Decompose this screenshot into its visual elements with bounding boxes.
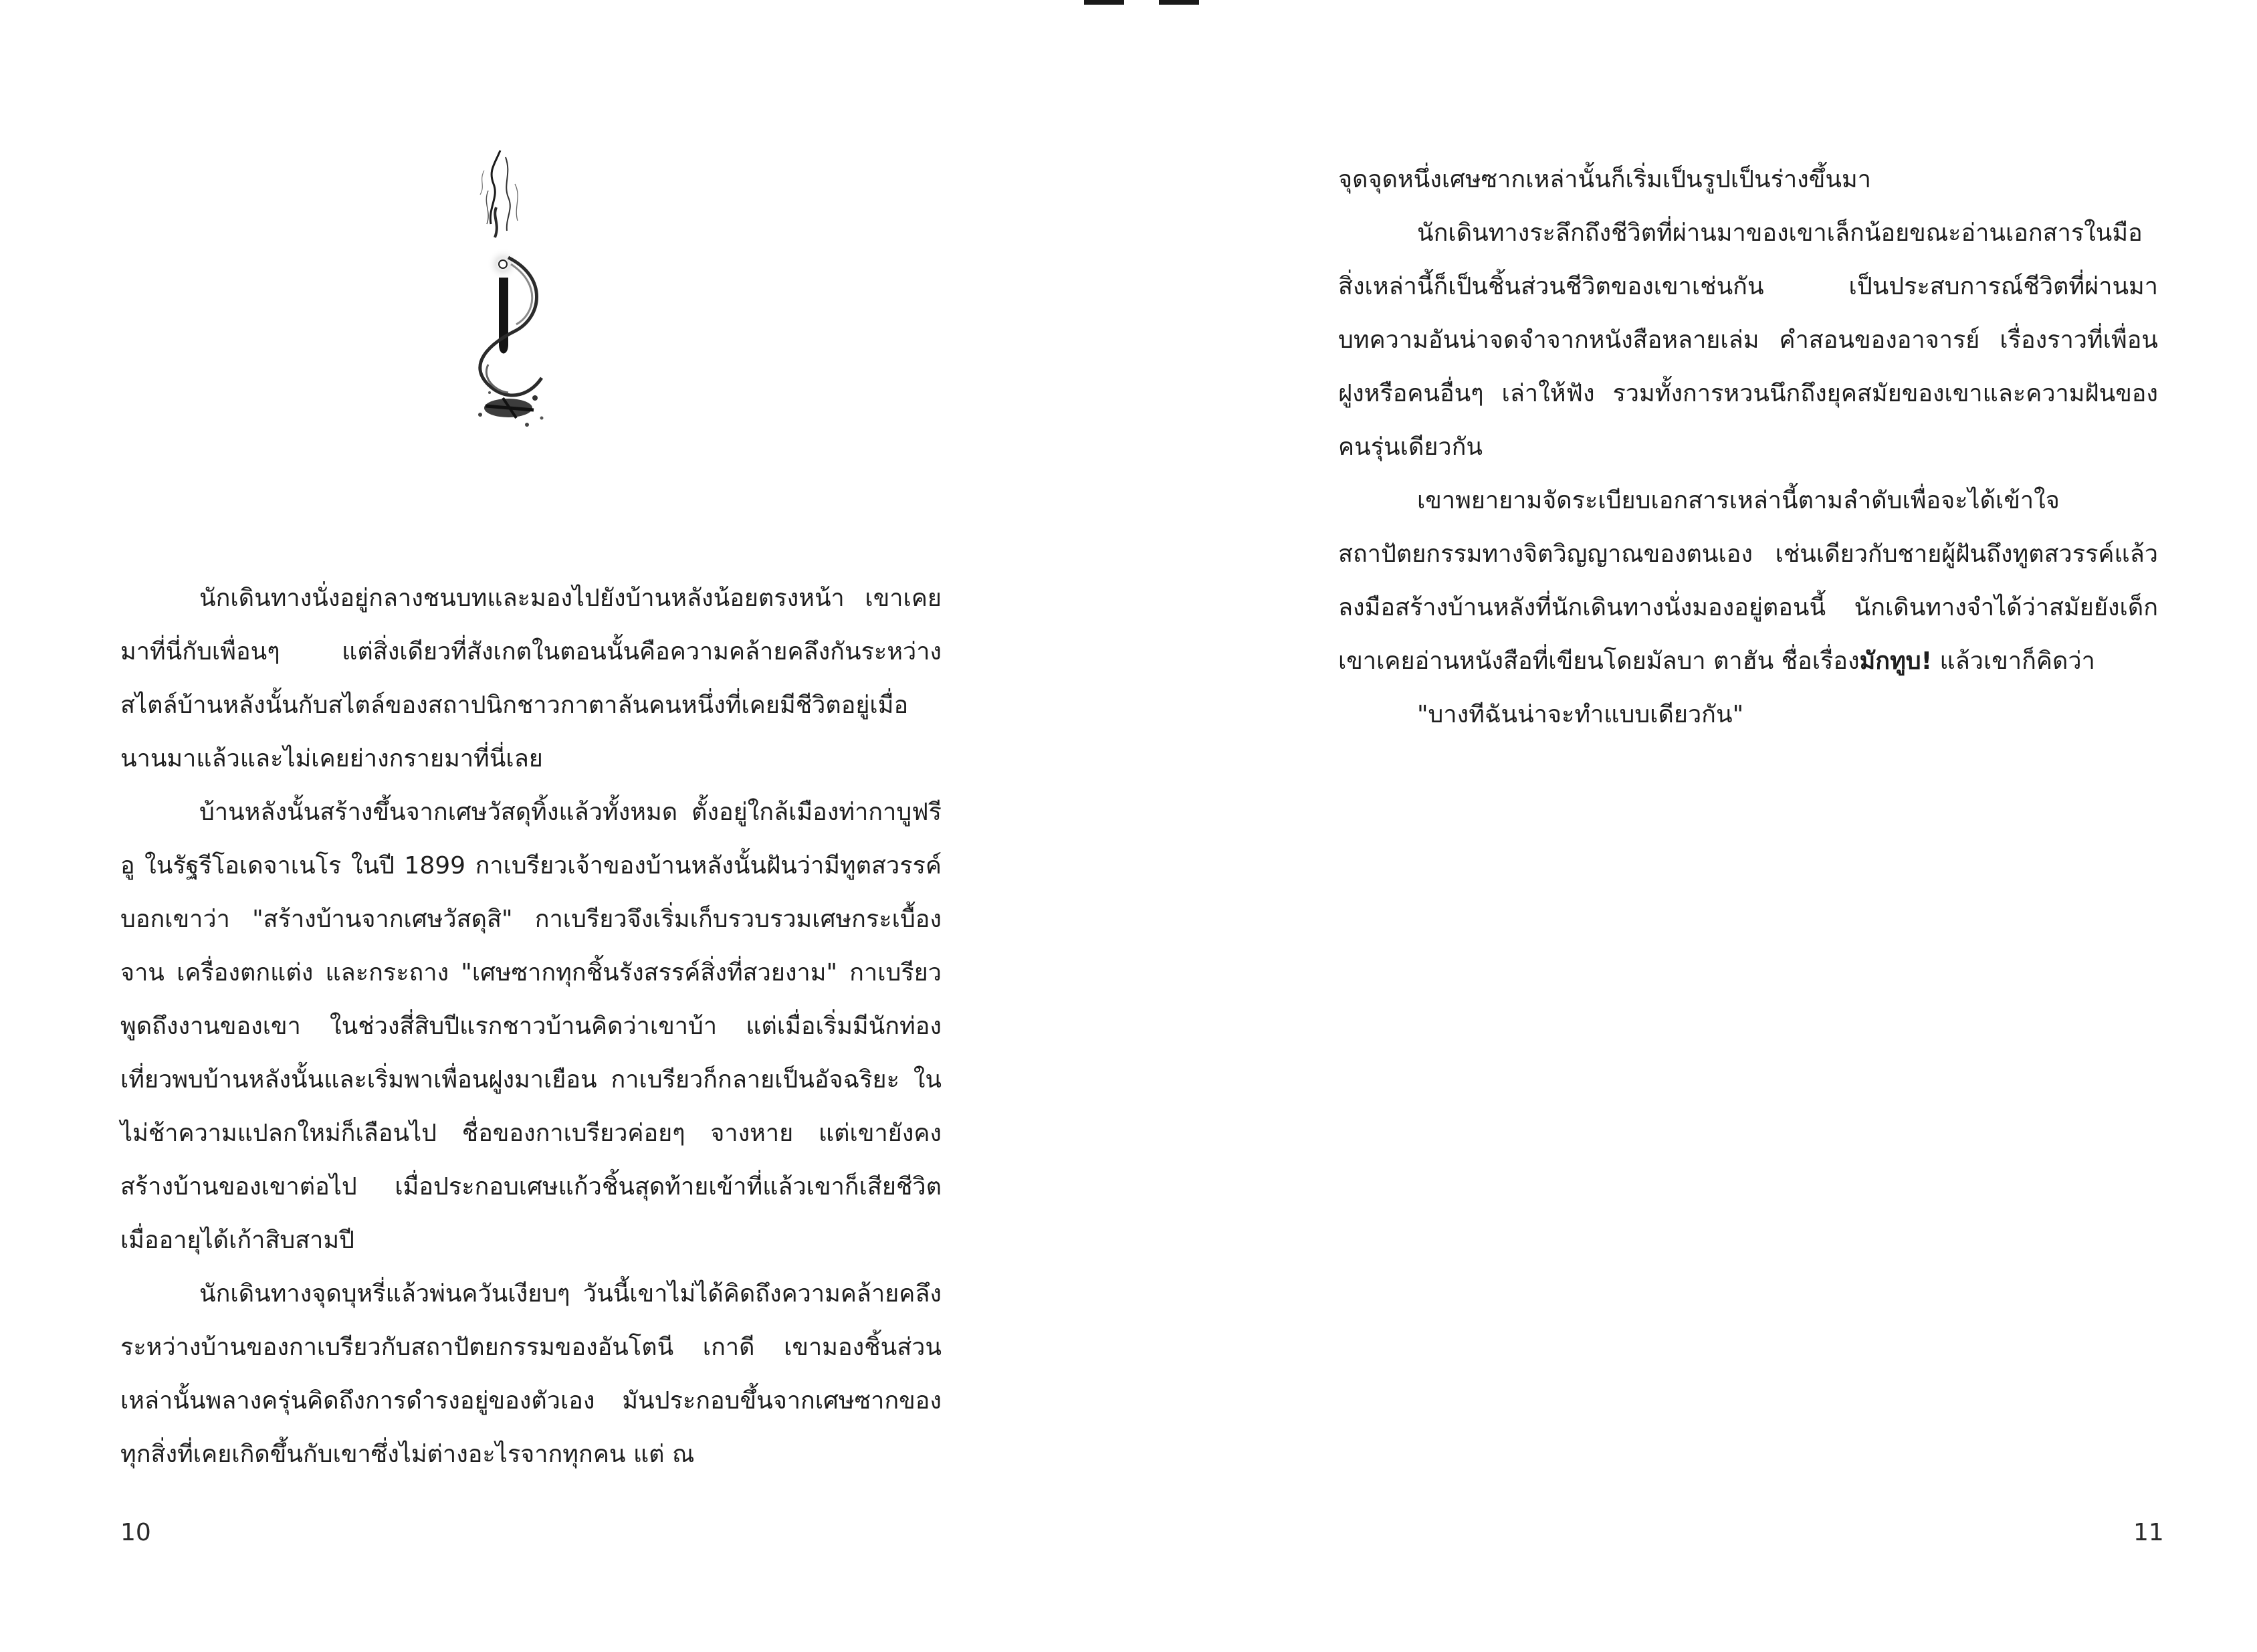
ink-smoke-figure-icon: [441, 144, 575, 438]
right-paragraph-4: "บางทีฉันน่าจะทำแบบเดียวกัน": [1417, 701, 1744, 728]
left-paragraph-2: บ้านหลังนั้นสร้างขึ้นจากเศษวัสดุทิ้งแล้วทั้งหมด ตั้งอยู่ใกล้เมืองท่ากาบูฟรีอู ในรัฐรีโอเดจาเนโร ในปี 1899 กาเบรียวเจ้าของบ้านหลังนั้นฝันว่ามีทูตสวรรค์บอกเขาว่า "สร้างบ้านจากเศษวัสดุสิ" กาเบรียวจึงเริ่มเก็บรวบรวมเศษกระเบื้อง จาน เครื่องตกแต่ง และกระถาง "เศษซากทุกชิ้นรังสรรค์สิ่งที่สวยงาม" กาเบรียวพูดถึงงานของเขา ในช่วงสี่สิบปีแรกชาวบ้านคิดว่าเขาบ้า แต่เมื่อเริ่มมีนักท่องเที่ยวพบบ้านหลังนั้นและเริ่มพาเพื่อนฝูงมาเยือน กาเบรียวก็กลายเป็นอัจฉริยะ ในไม่ช้าความแปลกใหม่ก็เลือนไป ชื่อของกาเบรียวค่อยๆ จางหาย แต่เขายังคงสร้างบ้านของเขาต่อไป เมื่อประกอบเศษแก้วชิ้นสุดท้ายเข้าที่แล้วเขาก็เสียชีวิตเมื่ออายุได้เก้าสิบสามปี: [120, 799, 942, 1254]
book-title: มักทูบ!: [1859, 647, 1933, 675]
left-paragraph-1: นักเดินทางนั่งอยู่กลางชนบทและมองไปยังบ้านหลังน้อยตรงหน้า เขาเคยมาที่นี่กับเพื่อนๆ แต่สิ่งเดียวที่สังเกตในตอนนั้นคือความคล้ายคลึงกันระหว่างสไตล์บ้านหลังนั้นกับสไตล์ของสถาปนิกชาวกาตาลันคนหนึ่งที่เคยมีชีวิตอยู่เมื่อนานมาแล้วและไม่เคยย่างกรายมาที่นี่เลย: [120, 585, 942, 772]
right-page-body: [1338, 153, 2158, 742]
left-page: [0, 0, 1128, 1652]
right-paragraph-3-tail: แล้วเขาก็คิดว่า: [1932, 647, 2095, 675]
page-number-right: 11: [2133, 1519, 2164, 1546]
right-page: [1128, 0, 2257, 1652]
left-page-body: [120, 572, 942, 1481]
left-paragraph-3: นักเดินทางจุดบุหรี่แล้วพ่นควันเงียบๆ วันนี้เขาไม่ได้คิดถึงความคล้ายคลึงระหว่างบ้านของกาเบรียวกับสถาปัตยกรรมของอันโตนี เกาดี เขามองชิ้นส่วนเหล่านั้นพลางครุ่นคิดถึงการดำรงอยู่ของตัวเอง มันประกอบขึ้นจากเศษซากของทุกสิ่งที่เคยเกิดขึ้นกับเขาซึ่งไม่ต่างอะไรจากทุกคน แต่ ณ: [120, 1280, 942, 1468]
right-paragraph-1: จุดจุดหนึ่งเศษซากเหล่านั้นก็เริ่มเป็นรูปเป็นร่างขึ้นมา: [1338, 166, 1871, 193]
right-paragraph-2: นักเดินทางระลึกถึงชีวิตที่ผ่านมาของเขาเล็กน้อยขณะอ่านเอกสารในมือ สิ่งเหล่านี้ก็เป็นชิ้นส่วนชีวิตของเขาเช่นกัน เป็นประสบการณ์ชีวิตที่ผ่านมา บทความอันน่าจดจำจากหนังสือหลายเล่ม คำสอนของอาจารย์ เรื่องราวที่เพื่อนฝูงหรือคนอื่นๆ เล่าให้ฟัง รวมทั้งการหวนนึกถึงยุคสมัยของเขาและความฝันของคนรุ่นเดียวกัน: [1338, 219, 2158, 461]
right-paragraph-3-text: เขาพยายามจัดระเบียบเอกสารเหล่านี้ตามลำดับเพื่อจะได้เข้าใจสถาปัตยกรรมทางจิตวิญญาณของตนเอง เช่นเดียวกับชายผู้ฝันถึงทูตสวรรค์แล้วลงมือสร้างบ้านหลังที่นักเดินทางนั่งมองอยู่ตอนนี้ นักเดินทางจำได้ว่าสมัยยังเด็กเขาเคยอ่านหนังสือที่เขียนโดยมัลบา ตาฮัน ชื่อเรื่อง: [1338, 487, 2158, 675]
page-number-left: 10: [120, 1519, 151, 1546]
right-paragraph-3: [1338, 474, 2158, 688]
